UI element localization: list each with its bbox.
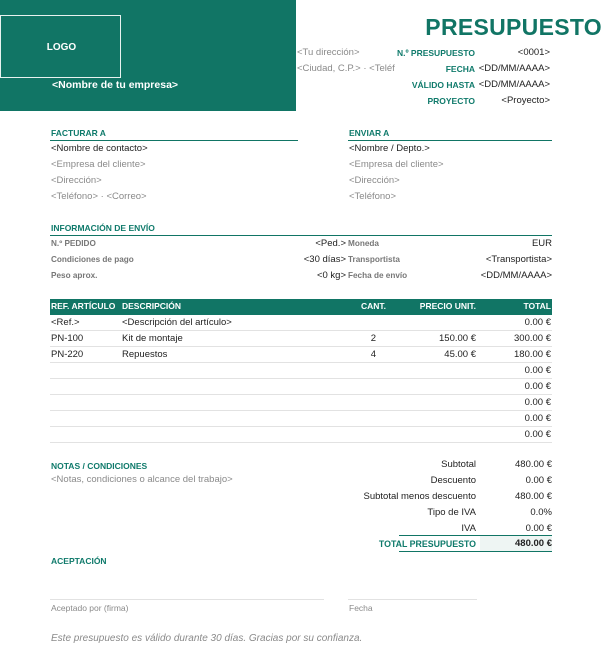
item-unit-price-cell: 45.00 € xyxy=(444,349,476,360)
bill-to-contact: <Nombre de contacto> xyxy=(51,143,148,154)
col-ref-header: REF. ARTÍCULO xyxy=(51,301,116,311)
item-quantity-cell: 4 xyxy=(370,349,376,360)
acceptance-date-line xyxy=(348,599,477,600)
ship-to-rule xyxy=(348,140,552,141)
item-total-cell: 300.00 € xyxy=(514,333,551,344)
table-row xyxy=(50,315,552,331)
shipping-info-rule xyxy=(50,235,552,236)
item-ref-cell: <Ref.> xyxy=(51,317,80,328)
grand-total-bottom-rule xyxy=(399,551,552,552)
item-ref-cell: PN-100 xyxy=(51,333,84,344)
signature-label: Aceptado por (firma) xyxy=(51,603,129,613)
col-description-header: DESCRIPCIÓN xyxy=(122,301,182,311)
ship-date-label: Fecha de envío xyxy=(348,271,408,280)
company-brand-block xyxy=(0,0,296,111)
quote-number-value: <0001> xyxy=(517,47,550,58)
grand-total-label: TOTAL PRESUPUESTO xyxy=(378,539,476,549)
footer-note: Este presupuesto es válido durante 30 días. Gracias por su confianza. xyxy=(51,633,363,644)
tax-rate-value: 0.0% xyxy=(530,507,552,518)
acceptance-title: ACEPTACIÓN xyxy=(51,556,107,566)
bill-to-title: FACTURAR A xyxy=(51,128,106,138)
valid-until-value: <DD/MM/AAAA> xyxy=(478,79,550,90)
currency-value: EUR xyxy=(531,238,552,249)
net-subtotal-label: Subtotal menos descuento xyxy=(363,491,476,502)
item-unit-price-cell: 150.00 € xyxy=(439,333,476,344)
bill-to-phone-email: <Teléfono> · <Correo> xyxy=(51,191,147,202)
logo-text: LOGO xyxy=(46,42,77,53)
subtotal-label: Subtotal xyxy=(441,459,476,470)
weight-value: <0 kg> xyxy=(316,270,346,281)
net-subtotal-value: 480.00 € xyxy=(515,491,552,502)
item-total-cell: 0.00 € xyxy=(524,429,551,440)
table-row xyxy=(50,411,552,427)
carrier-value: <Transportista> xyxy=(485,254,552,265)
project-label: PROYECTO xyxy=(427,96,475,106)
col-unit-price-header: PRECIO UNIT. xyxy=(419,301,476,311)
sender-address: <Tu dirección> xyxy=(297,47,360,58)
item-total-cell: 0.00 € xyxy=(524,413,551,424)
weight-label: Peso aprox. xyxy=(51,271,98,280)
col-quantity-header: CANT. xyxy=(360,301,386,311)
shipping-info-title: INFORMACIÓN DE ENVÍO xyxy=(51,223,155,233)
project-value: <Proyecto> xyxy=(501,95,550,106)
company-name: <Nombre de tu empresa> xyxy=(52,79,179,91)
notes-title: NOTAS / CONDICIONES xyxy=(51,461,148,471)
payment-terms-label: Condiciones de pago xyxy=(51,255,134,264)
currency-label: Moneda xyxy=(348,239,379,248)
col-total-header: TOTAL xyxy=(523,301,551,311)
item-total-cell: 0.00 € xyxy=(524,317,551,328)
acceptance-date-label: Fecha xyxy=(349,603,373,613)
order-number-label: N.º PEDIDO xyxy=(51,239,96,248)
table-row xyxy=(50,395,552,411)
discount-label: Descuento xyxy=(430,475,476,486)
discount-value: 0.00 € xyxy=(525,475,552,486)
ship-date-value: <DD/MM/AAAA> xyxy=(480,270,552,281)
table-row xyxy=(50,331,552,347)
quote-date-label: FECHA xyxy=(445,64,475,74)
table-row xyxy=(50,363,552,379)
item-total-cell: 180.00 € xyxy=(514,349,551,360)
sender-city-phone: <Ciudad, C.P.> · <Teléf xyxy=(297,63,395,74)
logo-placeholder xyxy=(0,15,121,78)
ship-to-contact: <Nombre / Depto.> xyxy=(349,143,430,154)
ship-to-title: ENVIAR A xyxy=(349,128,390,138)
table-row xyxy=(50,379,552,395)
subtotal-value: 480.00 € xyxy=(515,459,552,470)
tax-label: IVA xyxy=(461,523,476,534)
item-description-cell: Kit de montaje xyxy=(122,333,183,344)
valid-until-label: VÁLIDO HASTA xyxy=(411,80,475,90)
item-total-cell: 0.00 € xyxy=(524,365,551,376)
bill-to-rule xyxy=(50,140,298,141)
ship-to-company: <Empresa del cliente> xyxy=(349,159,444,170)
item-description-cell: <Descripción del artículo> xyxy=(122,317,232,328)
table-row xyxy=(50,427,552,443)
items-table-header xyxy=(50,299,552,315)
quote-date-value: <DD/MM/AAAA> xyxy=(478,63,550,74)
item-total-cell: 0.00 € xyxy=(524,381,551,392)
document-title: PRESUPUESTO xyxy=(425,14,602,40)
notes-text: <Notas, condiciones o alcance del trabajo> xyxy=(51,474,233,485)
bill-to-address: <Dirección> xyxy=(51,175,102,186)
table-row xyxy=(50,347,552,363)
tax-value: 0.00 € xyxy=(525,523,552,534)
signature-line xyxy=(50,599,324,600)
quote-number-label: N.º PRESUPUESTO xyxy=(396,48,475,58)
ship-to-address: <Dirección> xyxy=(349,175,400,186)
bill-to-company: <Empresa del cliente> xyxy=(51,159,146,170)
grand-total-value: 480.00 € xyxy=(515,538,552,549)
order-number-value: <Ped.> xyxy=(315,238,346,249)
carrier-label: Transportista xyxy=(348,255,400,264)
item-description-cell: Repuestos xyxy=(122,349,168,360)
item-quantity-cell: 2 xyxy=(370,333,376,344)
ship-to-phone: <Teléfono> xyxy=(349,191,397,202)
item-total-cell: 0.00 € xyxy=(524,397,551,408)
item-ref-cell: PN-220 xyxy=(51,349,84,360)
tax-rate-label: Tipo de IVA xyxy=(427,507,476,518)
payment-terms-value: <30 días> xyxy=(303,254,346,265)
